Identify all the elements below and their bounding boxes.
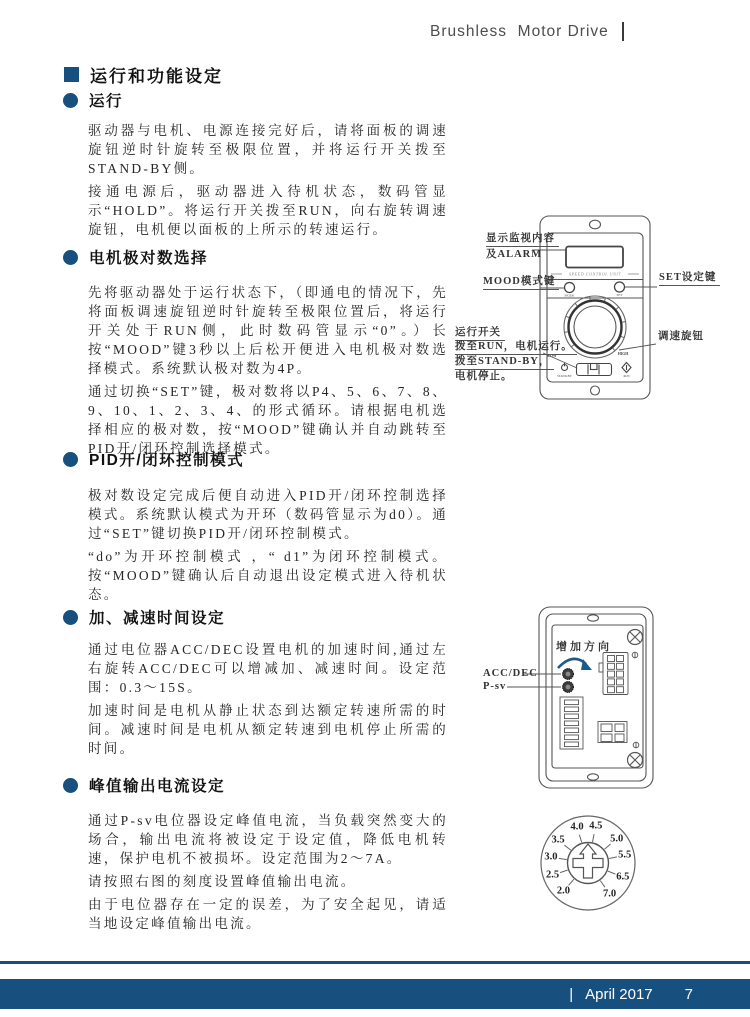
paragraph: 极对数设定完成后便自动进入PID开/闭环控制选择模式。系统默认模式为开环（数码管显示为d0）。通过“SET”键切换PID开/闭环控制模式。 [88, 488, 448, 541]
section-body-pole [88, 283, 448, 462]
circle-bullet-icon [63, 452, 78, 467]
circle-bullet-icon [63, 610, 78, 625]
callout-set-key: SET设定键 [659, 272, 720, 286]
dial-scale-label: 3.5 [551, 834, 565, 846]
paragraph: 先将驱动器处于运行状态下，（即通电的情况下，先将面板调速旋钮逆时针旋转至极限位置后，将运行开关处于RUN侧，此时数码管显示“0”。）长按“MOOD”键3秒以上后松开便进入电机极对数选择模式。系统默认极对数为4P。 [88, 285, 448, 376]
section-heading-peak [63, 774, 225, 796]
footer-page-number: 7 [684, 985, 693, 1003]
section-title: 电机极对数选择 [89, 250, 209, 267]
section-body-peak [88, 811, 448, 937]
increase-direction-arrow-icon [558, 659, 592, 670]
circle-bullet-icon [63, 93, 78, 108]
screw-bottom-right [628, 753, 643, 768]
knob-tick [622, 322, 626, 323]
terminal-strip-connector [560, 697, 583, 749]
footer-rule [0, 961, 750, 964]
callout-psv-pot: P-sv [483, 681, 507, 692]
mount-hole-top [588, 615, 599, 621]
main-section-heading [64, 62, 223, 87]
section-title: 加、减速时间设定 [89, 610, 226, 627]
panel-face [547, 233, 643, 382]
mode-button-label: MODE [564, 293, 575, 298]
dial-scale-label: 6.5 [616, 871, 630, 883]
main-section-title: 运行和功能设定 [90, 67, 223, 86]
power-connector [598, 722, 627, 743]
pin-connector-right [599, 653, 628, 695]
paragraph: 通过P-sv电位器设定峰值电流，当负载突然变大的场合，输出电流将被设定于设定值，降低电机转速，保护电机不被损坏。设定范围为2～7A。 [88, 813, 448, 866]
callout-speed-knob: 调速旋钮 [658, 331, 704, 342]
section-body-run [88, 121, 448, 243]
section-heading-run [63, 89, 123, 111]
mount-hole-bottom [588, 774, 599, 780]
callout-run-switch-4: 电机停止。 [455, 371, 513, 382]
section-title: 峰值输出电流设定 [89, 778, 226, 795]
paragraph: 驱动器与电机、电源连接完好后，请将面板的调速旋钮逆时针旋转至极限位置，并将运行开关拨至STAND-BY侧。 [88, 123, 448, 176]
paragraph: “do”为开环控制模式 ，“ d1”为闭环控制模式。按“MOOD”键确认后自动退出设定模式进入待机状态。 [88, 549, 448, 602]
circle-bullet-icon [63, 250, 78, 265]
section-heading-accdec [63, 606, 225, 628]
screw-top-right [628, 630, 643, 645]
footer-bar [0, 979, 750, 1009]
run-arrow-icon [622, 363, 631, 373]
run-label: RUN [623, 374, 630, 378]
screw-hole-bottom [591, 386, 600, 395]
back-panel-diagram [480, 595, 710, 800]
knob-tick [564, 332, 568, 333]
psv-potentiometer-icon [563, 682, 574, 693]
knob-low-label: LOW [547, 354, 557, 358]
knob-high-label: HIGH [617, 352, 629, 356]
section-title: PID开/闭环控制模式 [89, 452, 245, 469]
paragraph: 接通电源后，驱动器进入待机状态，数码管显示“HOLD”。将运行开关拨至RUN，向右旋转调速旋钮，电机便以面板的上所示的转速运行。 [88, 184, 448, 237]
dial-scale-labels [535, 810, 645, 920]
run-switch [577, 364, 612, 376]
dial-scale-label: 5.5 [618, 849, 632, 861]
header-divider-bar [622, 22, 625, 41]
dial-scale-label: 4.5 [589, 820, 603, 832]
callout-display-line2: 及ALARM [486, 249, 543, 260]
standby-label: STAND-BY [557, 374, 572, 378]
footer-divider: | [569, 985, 574, 1003]
callout-mood-key: MOOD模式键 [483, 276, 559, 290]
callout-run-switch-1: 运行开关 [455, 327, 505, 341]
section-body-accdec [88, 640, 448, 762]
square-bullet-icon [64, 67, 79, 82]
standby-power-icon [562, 363, 568, 371]
section-heading-pid [63, 448, 244, 470]
dial-scale-label: 2.0 [556, 885, 570, 897]
paragraph: 加速时间是电机从静止状态到达额定转速所需的时间。减速时间是电机从额定转速到电机停止所需的时间。 [88, 703, 448, 756]
section-title: 运行 [89, 93, 124, 110]
callout-display-line1: 显示监视内容 [486, 233, 559, 247]
knob-tick [590, 296, 591, 300]
knob-tick [575, 303, 578, 306]
section-body-pid [88, 486, 448, 608]
set-button-icon [615, 282, 625, 292]
panel-brand-text: SPEED CONTROL UNIT [568, 271, 622, 277]
dial-scale-label: 5.0 [610, 833, 624, 845]
callout-accdec-pot: ACC/DEC [483, 668, 538, 679]
page-header [430, 22, 624, 41]
callout-run-switch-3: 拨至STAND-BY， [455, 356, 554, 370]
dial-scale-label: 7.0 [602, 888, 617, 900]
callout-run-switch-2: 拨至RUN，电机运行。 [455, 341, 577, 355]
section-heading-pole [63, 246, 208, 268]
acc-dec-potentiometer-icon [563, 669, 574, 680]
header-title: Brushless Motor Drive [430, 22, 609, 40]
dial-scale-label: 2.5 [545, 869, 560, 881]
footer-date: April 2017 [585, 985, 653, 1003]
circle-bullet-icon [63, 778, 78, 793]
dial-scale-label: 4.0 [570, 821, 584, 833]
dial-scale-label: 3.0 [544, 851, 558, 863]
screw-hole-top [590, 220, 601, 229]
paragraph: 请按照右图的刻度设置峰值输出电流。 [88, 874, 357, 889]
mode-button-icon [565, 283, 575, 293]
knob-tick [616, 307, 619, 310]
set-button-label: SET [616, 293, 623, 297]
knob-tick [613, 348, 616, 351]
callout-increase-direction: 增加方向 [556, 641, 612, 653]
paragraph: 通过电位器ACC/DEC设置电机的加速时间,通过左右旋转ACC/DEC可以增减加、减速时间。设定范围：0.3～15S。 [88, 642, 448, 695]
paragraph: 由于电位器存在一定的误差，为了安全起见，请适当地设定峰值输出电流。 [88, 897, 448, 931]
digital-display [566, 247, 623, 268]
ground-hole-icons [632, 652, 639, 748]
paragraph: 通过切换“SET”键，极对数将以P4、5、6、7、8、9、10、1、2、3、4、的形式循环。请根据电机选择相应的极对数，按“MOOD”键确认并自动跳转至PID开/闭环控制选择模式。 [88, 384, 448, 456]
